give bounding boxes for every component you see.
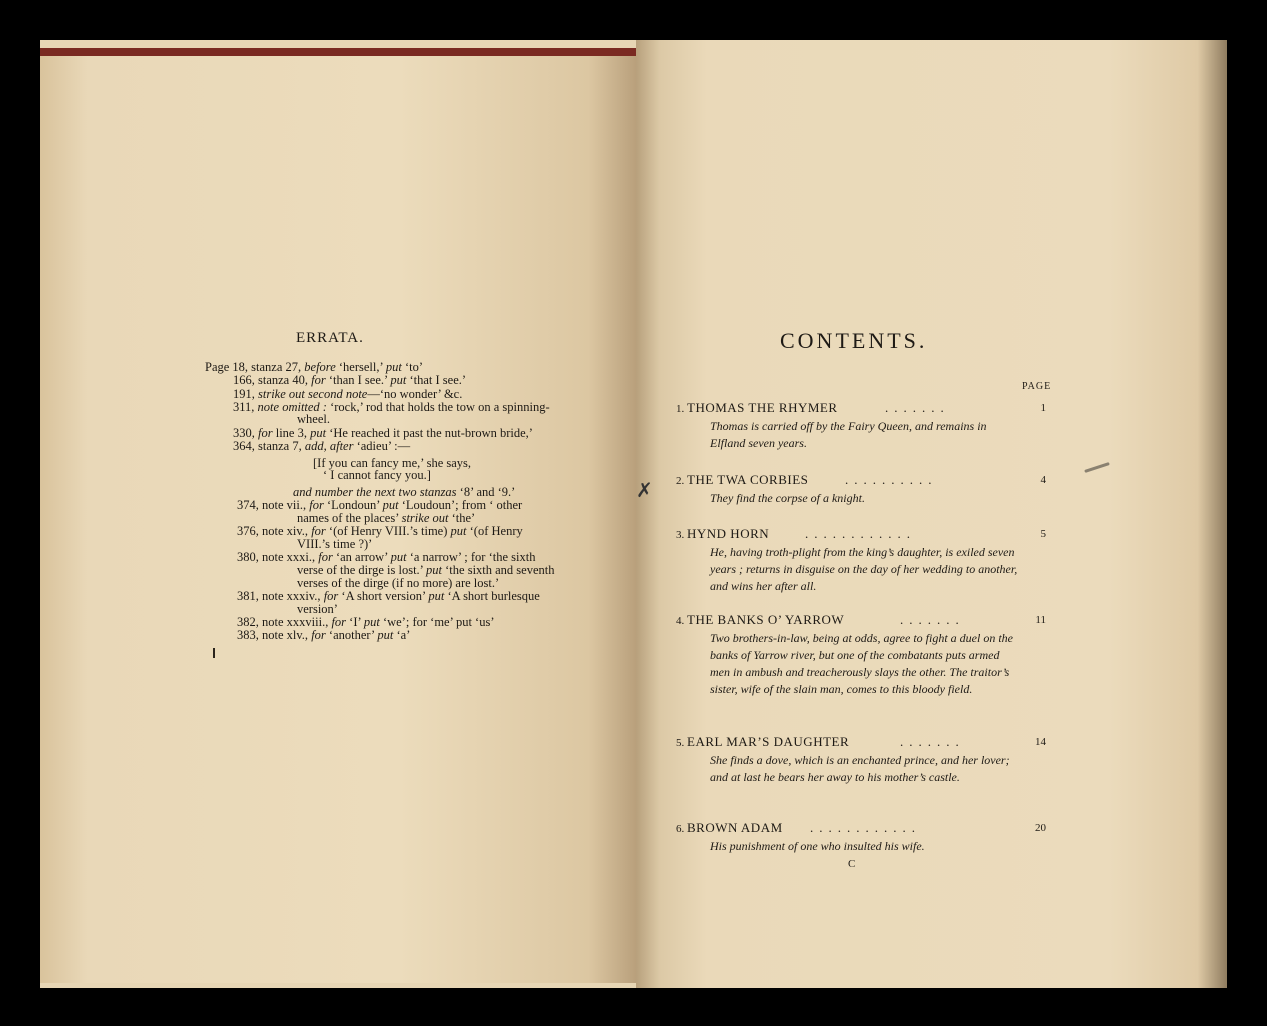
toc-leader-dots: .......: [885, 400, 950, 415]
toc-page-number: 4: [1040, 474, 1046, 486]
errata-line: names of the places’ strike out ‘the’: [297, 511, 476, 525]
toc-entry-description: Thomas is carried off by the Fairy Queen, and remains in Elfland seven years.: [710, 419, 987, 450]
toc-page-number: 20: [1035, 822, 1046, 834]
toc-leader-dots: .......: [900, 734, 965, 749]
errata-line: Page 18, stanza 27, before ‘hersell,’ put ‘to’: [205, 360, 424, 374]
errata-line: 311, note omitted : ‘rock,’ rod that holds the tow on a spinning-: [233, 400, 550, 414]
errata-line: 376, note xiv., for ‘(of Henry VIII.’s time) put ‘(of Henry: [237, 524, 523, 538]
toc-entry-title: 4. THE BANKS O’ YARROW: [676, 612, 845, 627]
toc-page-number: 11: [1035, 614, 1046, 626]
errata-line: 330, for line 3, put ‘He reached it past the nut-brown bride,’: [233, 426, 533, 440]
toc-leader-dots: ............: [810, 820, 921, 835]
errata-line: ‘ I cannot fancy you.]: [323, 468, 431, 482]
errata-line: 374, note vii., for ‘Londoun’ put ‘Loudoun’; from ‘ other: [237, 498, 523, 512]
book-spread: [40, 40, 1227, 988]
errata-line: 380, note xxxi., for ‘an arrow’ put ‘a narrow’ ; for ‘the sixth: [237, 550, 536, 564]
toc-entry-description: She finds a dove, which is an enchanted prince, and her lover; and at last he bears her away to his mother’s castle.: [710, 753, 1010, 784]
errata-line: verse of the dirge is lost.’ put ‘the sixth and seventh: [297, 563, 555, 577]
pencil-mark: ✗: [636, 480, 653, 502]
toc-entry-description: They find the corpse of a knight.: [710, 491, 865, 505]
errata-line: 364, stanza 7, add, after ‘adieu’ :—: [233, 439, 411, 453]
toc-leader-dots: ............: [805, 526, 916, 541]
toc-leader-dots: ..........: [845, 472, 938, 487]
errata-line: [If you can fancy me,’ she says,: [313, 456, 472, 470]
toc-entry-description: His punishment of one who insulted his wife.: [710, 839, 925, 853]
errata-line: 382, note xxxviii., for ‘I’ put ‘we’; for ‘me’ put ‘us’: [237, 615, 495, 629]
errata-line: and number the next two stanzas ‘8’ and ‘9.’: [293, 485, 516, 499]
toc-leader-dots: .......: [900, 612, 965, 627]
errata-line: 381, note xxxiv., for ‘A short version’ put ‘A short burlesque: [237, 589, 540, 603]
errata-line: version’: [297, 602, 338, 616]
toc-entry-description: Two brothers-in-law, being at odds, agree to fight a duel on the banks of Yarrow river, but one of the combatants puts armed men in ambush and treacherously slays the other. The traitor’s sister, wife of the slain man, comes to this bloody field.: [710, 631, 1013, 696]
toc-entry-title: 1. THOMAS THE RHYMER: [676, 400, 838, 415]
toc-entry-title: 3. HYND HORN: [676, 526, 770, 541]
signature-mark: C: [848, 858, 856, 870]
toc-page-number: 14: [1035, 736, 1046, 748]
toc-entry-title: 2. THE TWA CORBIES: [676, 472, 809, 487]
cover-edge: [40, 48, 636, 56]
margin-mark: [213, 648, 215, 658]
errata-line: 383, note xlv., for ‘another’ put ‘a’: [237, 628, 411, 642]
toc-entry-title: 6. BROWN ADAM: [676, 820, 783, 835]
contents-title: CONTENTS.: [780, 328, 928, 353]
errata-line: 191, strike out second note—‘no wonder’ &c.: [233, 387, 463, 401]
errata-line: VIII.’s time ?)’: [297, 537, 373, 551]
toc-entry-description: He, having troth-plight from the king’s daughter, is exiled seven years ; returns in disguise on the day of her wedding to another, and wins her after all.: [710, 545, 1018, 593]
toc-page-number: 1: [1040, 402, 1046, 414]
toc-entry-title: 5. EARL MAR’S DAUGHTER: [676, 734, 850, 749]
errata-title: ERRATA.: [296, 330, 364, 346]
toc-page-number: 5: [1040, 528, 1046, 540]
errata-line: verses of the dirge (if no more) are lost.’: [297, 576, 500, 590]
errata-line: wheel.: [297, 412, 330, 426]
errata-line: 166, stanza 40, for ‘than I see.’ put ‘that I see.’: [233, 373, 467, 387]
page-column-label: PAGE: [1022, 381, 1052, 392]
